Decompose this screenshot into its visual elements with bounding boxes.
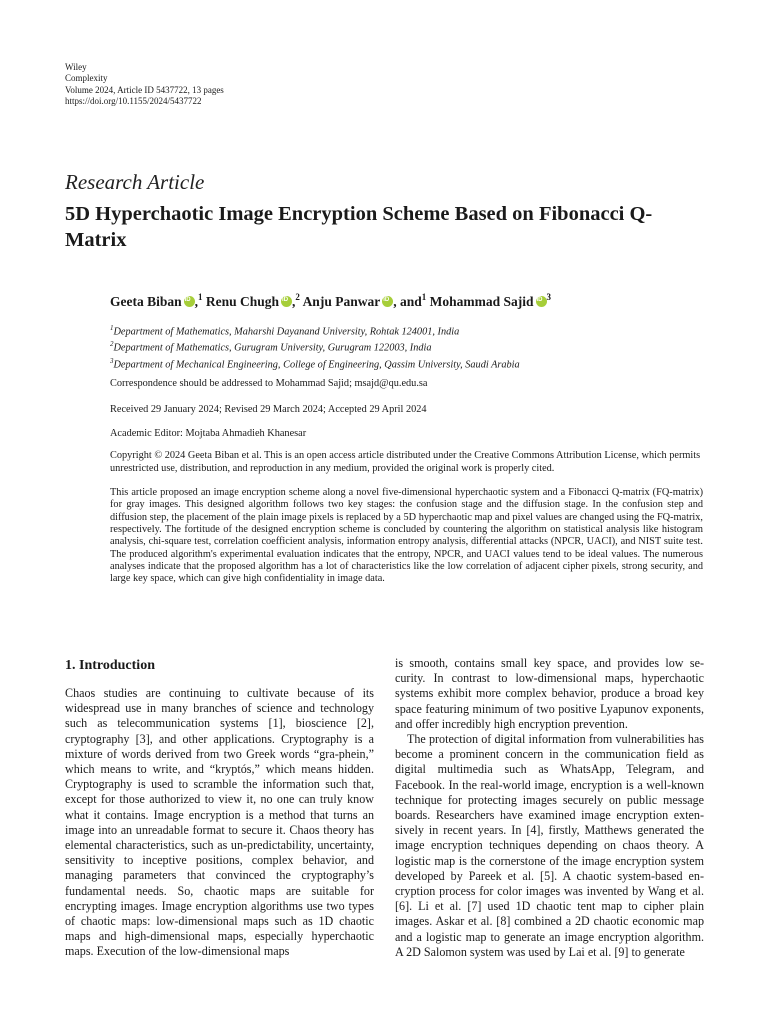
editor-line: Academic Editor: Mojtaba Ahmadieh Khanesar bbox=[110, 428, 307, 439]
author-separator: , bbox=[194, 294, 199, 309]
affiliation-text: Department of Mechanical Engineering, College of Engineering, Qassim University, Saudi Arabia bbox=[113, 359, 520, 371]
copyright-notice: Copyright © 2024 Geeta Biban et al. This is an open access article distributed under the Creative Commons Attribution License, which permits unrestricted use, distribution, and reproduction in any medium, provided the original work is properly cited. bbox=[110, 450, 701, 474]
author-name[interactable]: Anju Panwar bbox=[302, 294, 381, 309]
author-affil-mark: 3 bbox=[546, 292, 551, 302]
dates-line: Received 29 January 2024; Revised 29 March 2024; Accepted 29 April 2024 bbox=[110, 404, 427, 415]
author-affil-mark: 2 bbox=[295, 292, 300, 302]
affiliation-list bbox=[110, 322, 520, 371]
author-affil-mark: 1 bbox=[198, 292, 203, 302]
affiliation-item bbox=[110, 355, 520, 371]
orcid-icon[interactable] bbox=[536, 296, 547, 307]
affiliation-number: 3 bbox=[110, 356, 114, 365]
affiliation-item bbox=[110, 338, 520, 354]
volume-line: Volume 2024, Article ID 5437722, 13 pages bbox=[65, 84, 224, 95]
author-affil-mark: 1 bbox=[421, 292, 427, 302]
author-separator: , and bbox=[393, 294, 422, 309]
article-type: Research Article bbox=[65, 170, 205, 194]
affiliation-text: Department of Mathematics, Maharshi Dayanand University, Rohtak 124001, India bbox=[113, 326, 460, 338]
left-column bbox=[65, 686, 374, 960]
body-paragraph: Chaos studies are continuing to cultivate because of its widespread use in many branches of science and technology such as telecommunication systems [1], bioscience [2], cryptography [3], and other applications. Cryptography is a mixture of words derived from two Greek words “gra-phein,” which means to write, and “kryptós,” which means hidden. Cryptography is used to scramble the information such that, except for those authorized to view it, no one can truly know what it contains. Image encryption is a method that turns an image into an unreadable format to secure it. Chaos theory has elemental characteristics, such as un-predictability, uncertainty, sensitivity to inceptive positions, complex behavior, and managing parameters that convinced the cryptography’s fundamental needs. So, chaotic maps are suitable for encrypting images. Image encryption algorithms use two types of chaotic maps: low-dimensional maps such as 1D chaotic maps and high-dimensional maps, especially hyperchaotic maps. Execution of the low-dimensional maps bbox=[65, 686, 374, 959]
affiliation-number: 2 bbox=[110, 340, 114, 349]
author-separator: , bbox=[292, 294, 296, 309]
abstract: This article proposed an image encryption scheme along a novel five-dimensional hyperchaotic system and a Fibonacci Q-matrix (FQ-matrix) for gray images. This designed algorithm follows two key stages: the confusion stage and the diffusion stage. In the confusion step and diffusion step, the placement of the plain image pixels is replaced by a 5D hyperchaotic map and pixel values are changed using the FQ-matrix, respectively. The fortitude of the designed encryption scheme is concluded by countering the algorithm on statistical analysis like histogram analysis, chi-square test, correlation coefficient analysis, information entropy analysis, differential attacks (NPCR, UACI), and NIST suite test. The produced algorithm's experimental evaluation indicates that the entropy, NPCR, and UACI values tend to be ideal values. The numerous analyses indicate that the proposed algorithm has a lot of characteristics like the low correlation of adjacent cipher pixels, strong security, and large key space, which can give high confidentiality in image data. bbox=[110, 487, 703, 585]
orcid-icon[interactable] bbox=[382, 296, 393, 307]
author-list bbox=[110, 292, 551, 310]
paper-title: 5D Hyperchaotic Image Encryption Scheme Based on Fibonacci Q-Matrix bbox=[65, 203, 653, 251]
publisher-name: Wiley bbox=[65, 62, 87, 72]
author-name[interactable]: Renu Chugh bbox=[205, 294, 280, 309]
affiliation-text: Department of Mathematics, Gurugram University, Gurugram 122003, India bbox=[113, 342, 432, 354]
right-column bbox=[395, 656, 704, 960]
orcid-icon[interactable] bbox=[281, 296, 292, 307]
body-paragraph: is smooth, contains small key space, and provides low se-curity. In contrast to low-dimensional maps, hyperchaotic systems exhibit more complex behavior, produce a broad key space featuring minimum of two positive Lyapunov exponents, and offer incredibly high encryption prevention. bbox=[395, 656, 704, 731]
doi-link[interactable]: https://doi.org/10.1155/2024/5437722 bbox=[65, 95, 202, 106]
affiliation-item bbox=[110, 322, 520, 338]
orcid-icon[interactable] bbox=[184, 296, 195, 307]
body-paragraph: The protection of digital information from vulnerabilities has become a prominent concern in the communication field as digital multimedia such as WhatsApp, Telegram, and Facebook. In the real-world image, encryption is a well-known technique for protecting images securely on public message boards. Researchers have examined image encryption exten-sively in recent years. In [4], firstly, Matthews generated the image encryption techniques depending on chaos theory. A logistic map is the cornerstone of the image encryption system developed by Pareek et al. [5]. A chaotic system-based en-cryption process for color images was invented by Wang et al. [6]. Li et al. [7] used 1D chaotic tent map to cipher plain images. Askar et al. [8] combined a 2D chaotic economic map and a logistic map to generate an image encryption algorithm. A 2D Salomon system was used by Lai et al. [9] to generate bbox=[395, 732, 704, 959]
section-heading: 1. Introduction bbox=[65, 658, 155, 673]
author-name[interactable]: Geeta Biban bbox=[110, 294, 182, 309]
correspondence-line: Correspondence should be addressed to Mohammad Sajid; msajd@qu.edu.sa bbox=[110, 378, 428, 389]
journal-name: Complexity bbox=[65, 73, 108, 84]
author-name[interactable]: Mohammad Sajid bbox=[429, 294, 534, 309]
journal-meta bbox=[65, 62, 224, 107]
affiliation-number: 1 bbox=[110, 324, 114, 332]
